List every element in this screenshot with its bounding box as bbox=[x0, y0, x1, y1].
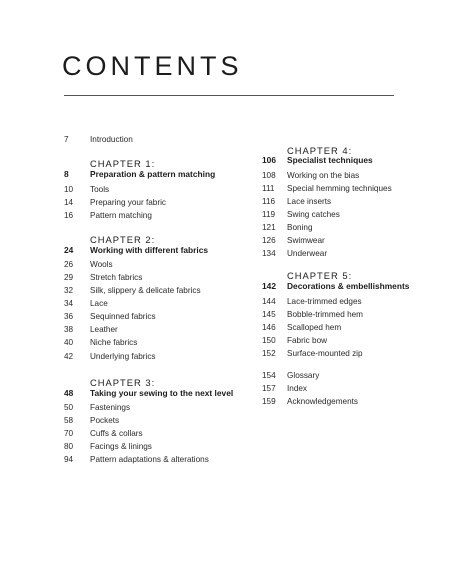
entry-label: Surface-mounted zip bbox=[287, 349, 363, 358]
entry-label: Acknowledgements bbox=[287, 397, 358, 406]
entry-label: Cuffs & collars bbox=[90, 429, 143, 438]
page-title: CONTENTS bbox=[62, 51, 243, 81]
page-number: 26 bbox=[64, 260, 74, 269]
page-number: 38 bbox=[64, 325, 74, 334]
page-number: 7 bbox=[64, 135, 69, 144]
page-number: 34 bbox=[64, 299, 74, 308]
page-number: 36 bbox=[64, 312, 74, 321]
chapter-title: Decorations & embellishments bbox=[287, 281, 410, 291]
page-number: 121 bbox=[262, 223, 276, 232]
title-rule bbox=[64, 95, 394, 96]
page-number: 80 bbox=[64, 442, 74, 451]
entry-label: Silk, slippery & delicate fabrics bbox=[90, 286, 201, 295]
page-number: 126 bbox=[262, 236, 276, 245]
page-number: 58 bbox=[64, 416, 74, 425]
chapter-title: Specialist techniques bbox=[287, 155, 373, 165]
chapter-title: Preparation & pattern matching bbox=[90, 169, 216, 179]
page-number: 142 bbox=[262, 281, 276, 291]
entry-label: Pattern matching bbox=[90, 211, 152, 220]
page-number: 111 bbox=[262, 184, 275, 193]
entry-label: Tools bbox=[90, 185, 110, 194]
entry-label: Special hemming techniques bbox=[287, 184, 392, 193]
page-number: 134 bbox=[262, 249, 276, 258]
entry-label: Leather bbox=[90, 325, 118, 334]
page-number: 159 bbox=[262, 397, 276, 406]
page-number: 29 bbox=[64, 273, 74, 282]
entry-label: Swimwear bbox=[287, 236, 325, 245]
entry-label: Bobble-trimmed hem bbox=[287, 310, 363, 319]
page-number: 16 bbox=[64, 211, 74, 220]
chapter-title: Taking your sewing to the next level bbox=[90, 388, 234, 398]
entry-label: Underwear bbox=[287, 249, 328, 258]
page-number: 10 bbox=[64, 185, 74, 194]
entry-label: Lace inserts bbox=[287, 197, 332, 206]
page-number: 42 bbox=[64, 352, 74, 361]
entry-label: Facings & linings bbox=[90, 442, 152, 451]
entry-label: Stretch fabrics bbox=[90, 273, 143, 282]
page-number: 24 bbox=[64, 245, 74, 255]
entry-label: Scalloped hem bbox=[287, 323, 342, 332]
entry-label: Preparing your fabric bbox=[90, 198, 166, 207]
page-number: 157 bbox=[262, 384, 276, 393]
entry-label: Swing catches bbox=[287, 210, 340, 219]
entry-label: Glossary bbox=[287, 371, 320, 380]
chapter-5-label: CHAPTER 5: bbox=[287, 270, 353, 281]
page-number: 106 bbox=[262, 155, 276, 165]
entry-label: Niche fabrics bbox=[90, 338, 138, 347]
entry-label: Pattern adaptations & alterations bbox=[90, 455, 209, 464]
entry-label: Pockets bbox=[90, 416, 120, 425]
page-number: 150 bbox=[262, 336, 276, 345]
entry-label: Fastenings bbox=[90, 403, 131, 412]
entry-label: Wools bbox=[90, 260, 113, 269]
entry-label: Fabric bow bbox=[287, 336, 328, 345]
page-number: 152 bbox=[262, 349, 276, 358]
chapter-title: Working with different fabrics bbox=[90, 245, 209, 255]
page-number: 94 bbox=[64, 455, 74, 464]
entry-label: Underlying fabrics bbox=[90, 352, 156, 361]
entry-label: Index bbox=[287, 384, 308, 393]
chapter-1-label: CHAPTER 1: bbox=[90, 158, 156, 169]
page-number: 14 bbox=[64, 198, 74, 207]
entry-label: Working on the bias bbox=[287, 171, 360, 180]
page-number: 116 bbox=[262, 197, 276, 206]
page-number: 144 bbox=[262, 297, 276, 306]
page-number: 8 bbox=[64, 169, 69, 179]
page-number: 40 bbox=[64, 338, 74, 347]
page-number: 48 bbox=[64, 388, 74, 398]
page-number: 108 bbox=[262, 171, 276, 180]
page-number: 50 bbox=[64, 403, 74, 412]
chapter-4-label: CHAPTER 4: bbox=[287, 145, 353, 156]
page-number: 146 bbox=[262, 323, 276, 332]
chapter-2-label: CHAPTER 2: bbox=[90, 234, 156, 245]
entry-label: Sequinned fabrics bbox=[90, 312, 156, 321]
page-number: 154 bbox=[262, 371, 276, 380]
entry-label: Lace-trimmed edges bbox=[287, 297, 362, 306]
entry-label: Introduction bbox=[90, 135, 133, 144]
entry-label: Boning bbox=[287, 223, 313, 232]
entry-label: Lace bbox=[90, 299, 108, 308]
page-number: 70 bbox=[64, 429, 74, 438]
chapter-3-label: CHAPTER 3: bbox=[90, 377, 156, 388]
page-number: 32 bbox=[64, 286, 74, 295]
page-number: 145 bbox=[262, 310, 276, 319]
page-number: 119 bbox=[262, 210, 276, 219]
